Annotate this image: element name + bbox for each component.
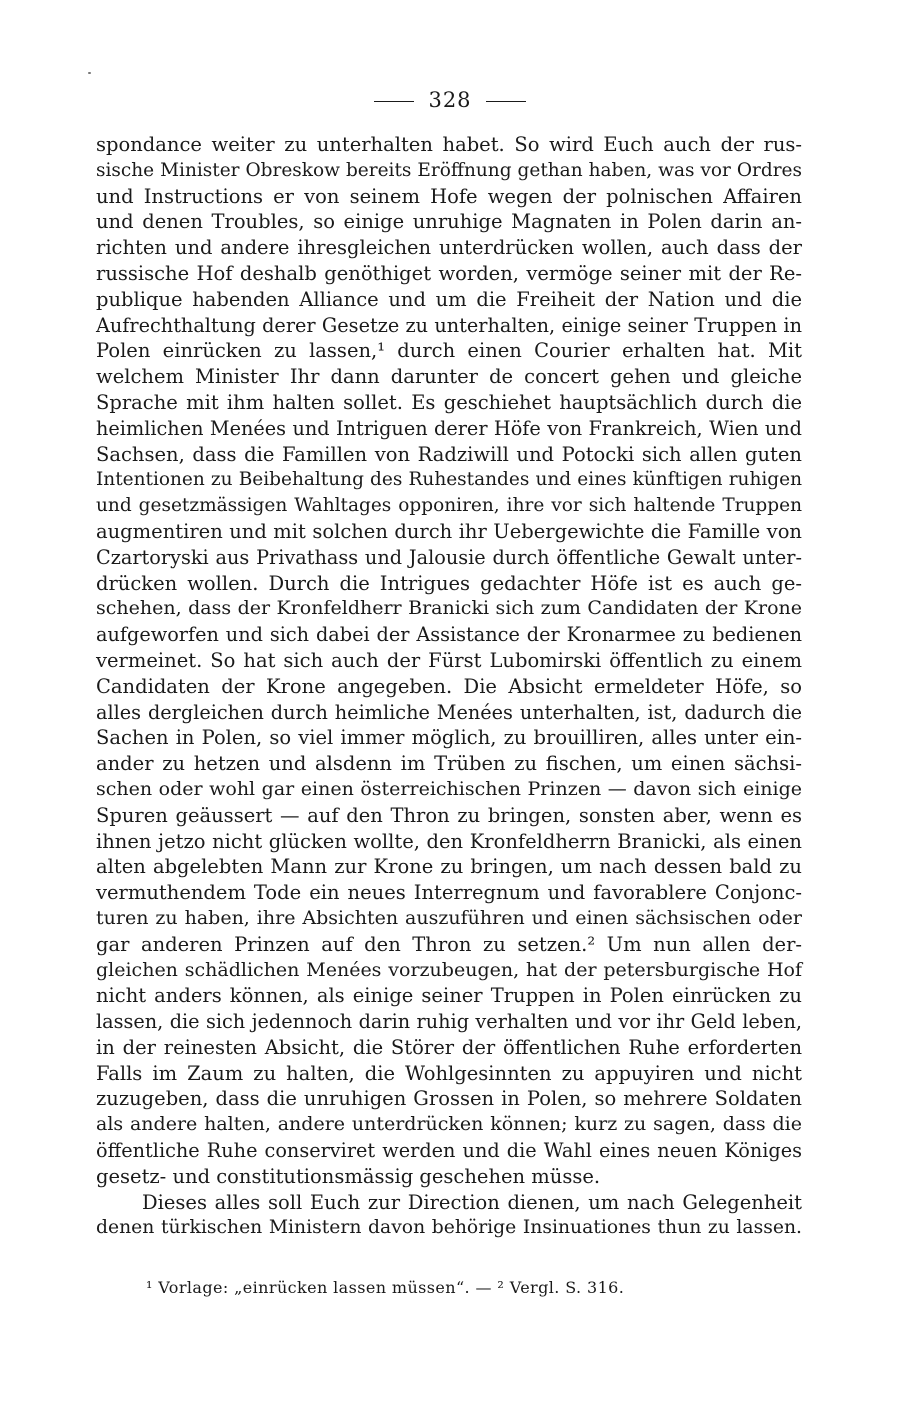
body-line: schehen, dass der Kronfeldherr Branicki sich zum Candidaten der Krone xyxy=(96,597,802,620)
body-line: und gesetzmässigen Wahltages opponiren, ihre vor sich haltende Truppen xyxy=(96,495,802,517)
body-line: russische Hof deshalb genöthiget worden, vermöge seiner mit der Re- xyxy=(96,261,802,285)
body-line: lassen, die sich jedennoch darin ruhig verhalten und vor ihr Geld leben, xyxy=(96,1010,802,1034)
body-line: Candidaten der Krone angegeben. Die Absicht ermeldeter Höfe, so xyxy=(96,674,802,698)
body-line: gleichen schädlichen Menées vorzubeugen, hat der petersburgische Hof xyxy=(96,958,802,981)
body-line: in der reinesten Absicht, die Störer der öffentlichen Ruhe erforderten xyxy=(96,1035,802,1059)
body-line: sische Minister Obreskow bereits Eröffnung gethan haben, was vor Ordres xyxy=(96,159,802,181)
page-header xyxy=(0,88,900,112)
body-line: Sachen in Polen, so viel immer möglich, zu brouilliren, alles unter ein- xyxy=(96,726,802,750)
body-line: Polen einrücken zu lassen,¹ durch einen Courier erhalten hat. Mit xyxy=(96,339,802,363)
body-line: Sachsen, dass die Famillen von Radziwill und Potocki sich allen guten xyxy=(96,442,802,466)
body-line: drücken wollen. Durch die Intrigues gedachter Höfe ist es auch ge- xyxy=(96,571,802,595)
body-line: Intentionen zu Beibehaltung des Ruhestandes und eines künftigen ruhigen xyxy=(96,469,802,491)
body-line: aufgeworfen und sich dabei der Assistance der Kronarmee zu bedienen xyxy=(96,623,802,647)
body-line: und denen Troubles, so einige unruhige Magnaten in Polen darin an- xyxy=(96,210,802,234)
body-line: gar anderen Prinzen auf den Thron zu setzen.² Um nun allen der- xyxy=(96,932,802,956)
body-line: und Instructions er von seinem Hofe wegen der polnischen Affairen xyxy=(96,184,802,208)
body-line: turen zu haben, ihre Absichten auszuführen und einen sächsischen oder xyxy=(96,906,802,929)
body-line: publique habenden Alliance und um die Freiheit der Nation und die xyxy=(96,287,802,311)
body-line: augmentiren und mit solchen durch ihr Uebergewichte die Famille von xyxy=(96,519,802,543)
body-line: vermuthendem Tode ein neues Interregnum und favorablere Conjonc- xyxy=(96,881,802,905)
scan-speck xyxy=(88,72,91,74)
body-line: nicht anders können, als einige seiner Truppen in Polen einrücken zu xyxy=(96,984,802,1008)
footnotes: ¹ Vorlage: „einrücken lassen müssen“. — ² Vergl. S. 316. xyxy=(146,1278,625,1297)
body-line: öffentliche Ruhe conserviret werden und die Wahl eines neuen Königes xyxy=(96,1139,802,1163)
header-dash-left xyxy=(374,101,414,102)
body-line: alten abgelebten Mann zur Krone zu bringen, um nach dessen bald zu xyxy=(96,855,802,879)
body-line: welchem Minister Ihr dann darunter de concert gehen und gleiche xyxy=(96,365,802,389)
paragraph-end-line: gesetz- und constitutionsmässig geschehen müsse. xyxy=(96,1164,601,1188)
body-line: richten und andere ihresgleichen unterdrücken wollen, auch dass der xyxy=(96,236,802,260)
body-line: Sprache mit ihm halten sollet. Es geschiehet hauptsächlich durch die xyxy=(96,390,802,414)
body-line: als andere halten, andere unterdrücken können; kurz zu sagen, dass die xyxy=(96,1113,802,1136)
body-line: ander zu hetzen und alsdenn im Trüben zu fischen, um einen sächsi- xyxy=(96,752,802,776)
body-line: spondance weiter zu unterhalten habet. So wird Euch auch der rus- xyxy=(96,133,802,156)
body-line: zuzugeben, dass die unruhigen Grossen in Polen, so mehrere Soldaten xyxy=(96,1087,802,1111)
page-number: 328 xyxy=(428,88,472,112)
body-line: Falls im Zaum zu halten, die Wohlgesinnten zu appuyiren und nicht xyxy=(96,1061,802,1085)
body-line: schen oder wohl gar einen österreichischen Prinzen — davon sich einige xyxy=(96,777,802,800)
body-line: vermeinet. So hat sich auch der Fürst Lubomirski öffentlich zu einem xyxy=(96,648,802,672)
body-line: ihnen jetzo nicht glücken wollte, den Kronfeldherrn Branicki, als einen xyxy=(96,829,802,853)
body-line: Dieses alles soll Euch zur Direction dienen, um nach Gelegenheit xyxy=(142,1190,802,1214)
body-line: Czartoryski aus Privathass und Jalousie durch öffentliche Gewalt unter- xyxy=(96,545,802,569)
body-text xyxy=(96,132,802,1241)
body-line: heimlichen Menées und Intriguen derer Höfe von Frankreich, Wien und xyxy=(96,416,802,440)
body-line: Aufrechthaltung derer Gesetze zu unterhalten, einige seiner Truppen in xyxy=(96,313,802,337)
body-line: denen türkischen Ministern davon behörige Insinuationes thun zu lassen. xyxy=(96,1217,802,1239)
body-line: alles dergleichen durch heimliche Menées unterhalten, ist, dadurch die xyxy=(96,700,802,724)
body-line: Spuren geäussert — auf den Thron zu bringen, sonsten aber, wenn es xyxy=(96,803,802,827)
header-dash-right xyxy=(486,101,526,102)
